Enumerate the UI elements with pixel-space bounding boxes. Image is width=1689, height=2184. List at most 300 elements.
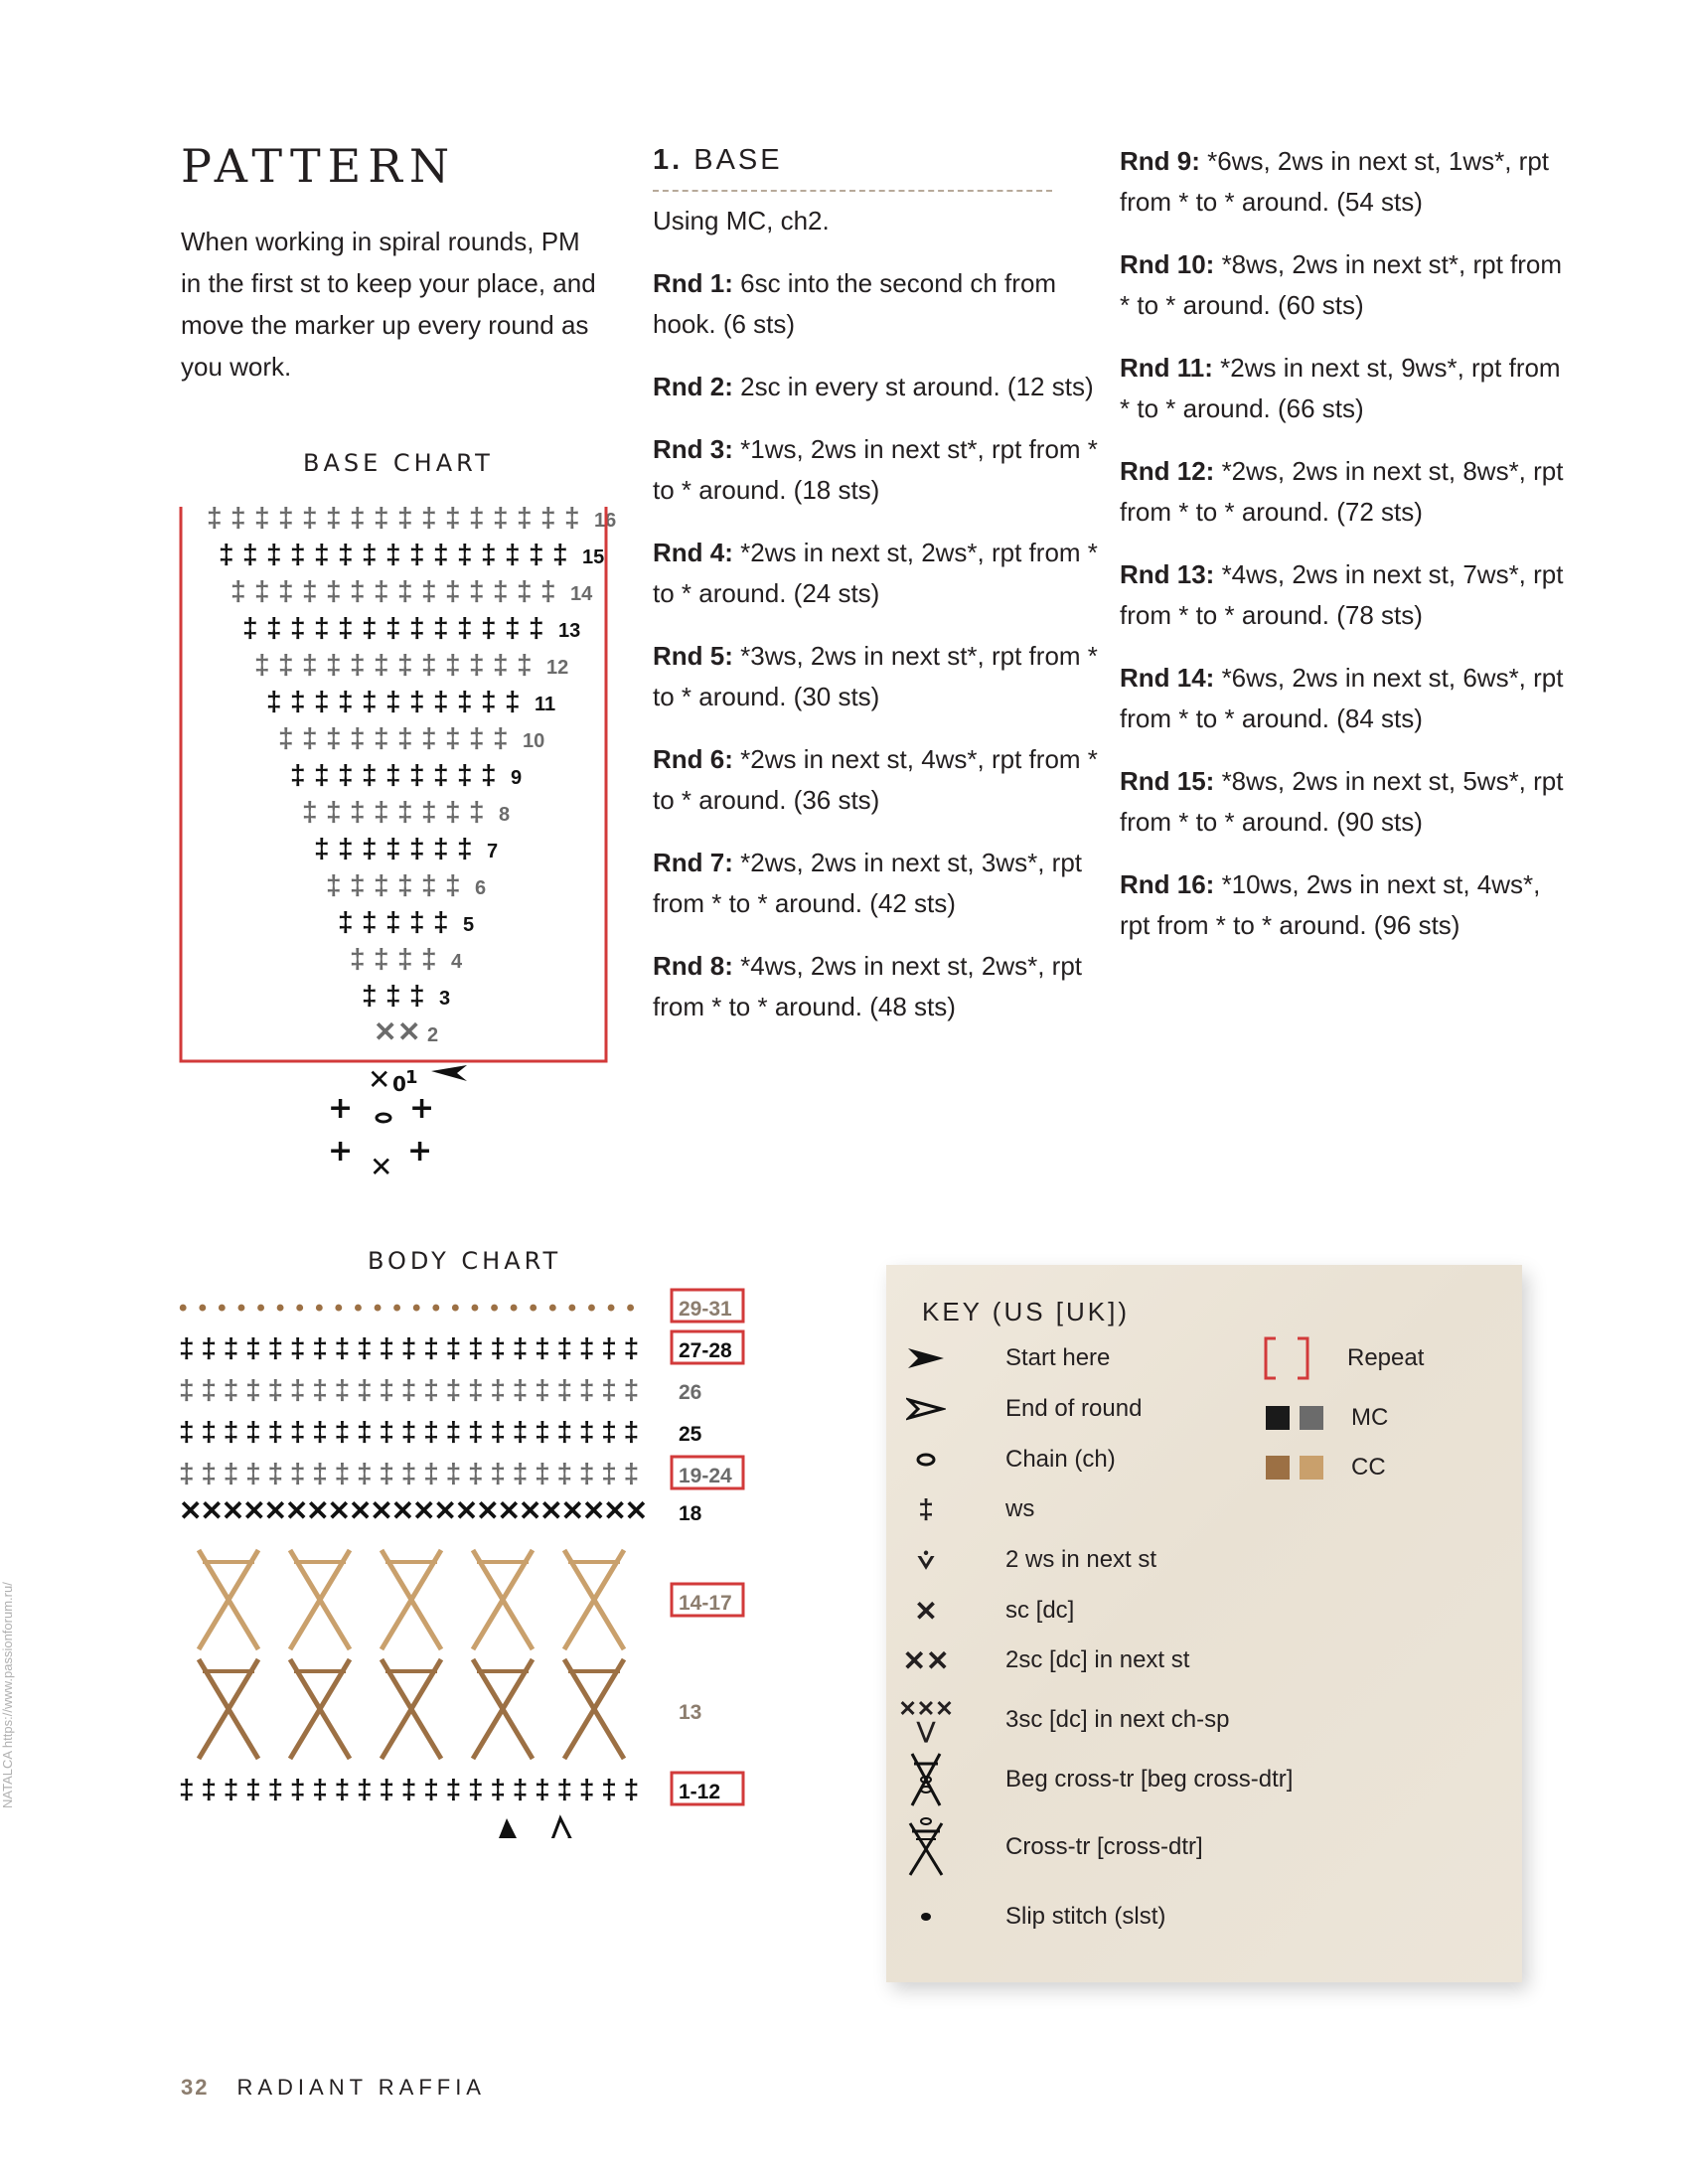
ws-stitch: ‡ <box>493 722 509 753</box>
ws-stitch: ‡ <box>278 575 294 606</box>
ws-stitch: ‡ <box>469 575 485 606</box>
ws-stitch: ‡ <box>556 1774 573 1804</box>
ws-stitch: ‡ <box>379 1774 395 1804</box>
key-label: Beg cross-tr [beg cross-dtr] <box>1005 1766 1294 1793</box>
sc-stitch: ✕ <box>263 1495 287 1526</box>
round-instruction <box>1120 658 1567 739</box>
round-instruction <box>1120 864 1567 946</box>
sc-stitch: ✕ <box>560 1495 585 1526</box>
row-label: 14-17 <box>679 1592 732 1615</box>
key-title: KEY (US [UK]) <box>922 1297 1131 1326</box>
ws-stitch: ‡ <box>433 759 449 790</box>
key-end-of-round <box>886 1389 1142 1429</box>
round-label: Rnd 9: <box>1120 146 1200 176</box>
key-label: 3sc [dc] in next ch-sp <box>1005 1706 1230 1733</box>
ws-stitch: ‡ <box>423 1774 439 1804</box>
round-text: *2ws in next st, 2ws*, rpt from * to * around. (24 sts) <box>653 538 1098 608</box>
ws-stitch: ‡ <box>379 1416 395 1447</box>
ws-stitch: ‡ <box>385 833 401 863</box>
key-label: Cross-tr [cross-dtr] <box>1005 1833 1203 1860</box>
key-label: End of round <box>1005 1395 1143 1422</box>
key-box <box>886 1265 1522 1982</box>
round-text: *3ws, 2ws in next st*, rpt from * to * around. (30 sts) <box>653 641 1098 711</box>
ws-stitch: ‡ <box>556 1458 573 1488</box>
ws-stitch: ‡ <box>493 502 509 533</box>
sc-stitch: ✕ <box>390 1495 415 1526</box>
ws-stitch: ‡ <box>400 1774 417 1804</box>
round-label: Rnd 2: <box>653 372 733 401</box>
round-text: *2ws in next st, 4ws*, rpt from * to * around. (36 sts) <box>653 744 1098 815</box>
sc-icon: ✕ <box>914 1595 938 1627</box>
key-ws <box>886 1489 1034 1529</box>
ws-stitch: ‡ <box>179 1416 195 1447</box>
ws-stitch: ‡ <box>512 1458 529 1488</box>
key-mc <box>1262 1398 1388 1438</box>
round-label-9: 9 <box>511 767 523 789</box>
mc-dark-swatch <box>1266 1406 1290 1430</box>
slst-stitch: • <box>198 1295 207 1322</box>
ws-stitch: ‡ <box>457 612 473 643</box>
three-sc-icon: ✕✕✕ ⋁ <box>898 1696 954 1743</box>
ws-stitch: ‡ <box>223 1774 239 1804</box>
ws-stitch: ‡ <box>362 980 378 1011</box>
ws-stitch: ‡ <box>242 612 258 643</box>
ws-stitch: ‡ <box>397 575 413 606</box>
ws-stitch: ‡ <box>302 722 318 753</box>
body-chart-title: BODY CHART <box>368 1247 562 1275</box>
ws-stitch: ‡ <box>445 649 461 680</box>
sc-stitch: ✕ <box>397 1016 421 1047</box>
ws-stitch: ‡ <box>490 1416 506 1447</box>
ws-stitch: ‡ <box>290 539 306 569</box>
round-text: *8ws, 2ws in next st, 5ws*, rpt from * to * around. (90 sts) <box>1120 766 1564 837</box>
ws-stitch: ‡ <box>397 943 413 974</box>
ws-stitch: ‡ <box>517 649 533 680</box>
ws-stitch: ‡ <box>314 539 330 569</box>
start-here-icon <box>431 1065 467 1081</box>
ws-stitch: ‡ <box>266 686 282 716</box>
round-label-15: 15 <box>582 546 605 568</box>
sc-stitch: ✕ <box>374 1016 397 1047</box>
sc-stitch: ✕ <box>327 1495 352 1526</box>
ws-stitch: ‡ <box>338 612 354 643</box>
ws-stitch: ‡ <box>397 649 413 680</box>
slst-stitch: • <box>490 1295 499 1322</box>
book-title: RADIANT RAFFIA <box>236 2075 486 2100</box>
round-instruction <box>653 429 1100 511</box>
ws-stitch: ‡ <box>409 980 425 1011</box>
slst-stitch: • <box>256 1295 265 1322</box>
round-label-4: 4 <box>451 951 463 973</box>
intro-text: When working in spiral rounds, PM in the first st to keep your place, and move the marker up every round as you work. <box>181 227 596 382</box>
sc-stitch: ✕ <box>306 1495 330 1526</box>
cc-dark-swatch <box>1266 1456 1290 1480</box>
round-text: *4ws, 2ws in next st, 2ws*, rpt from * to * around. (48 sts) <box>653 951 1083 1021</box>
ws-stitch: ‡ <box>223 1374 239 1405</box>
ws-stitch: ‡ <box>314 612 330 643</box>
ws-stitch: ‡ <box>421 502 437 533</box>
ws-stitch: ‡ <box>254 502 270 533</box>
ws-stitch: ‡ <box>397 796 413 827</box>
ws-stitch: ‡ <box>445 869 461 900</box>
ws-stitch: ‡ <box>409 539 425 569</box>
round-label: Rnd 8: <box>653 951 733 981</box>
round-instruction <box>653 533 1100 614</box>
round-text: 6sc into the second ch from hook. (6 sts) <box>653 268 1057 339</box>
key-2sc <box>886 1640 1189 1680</box>
center-zero: 0 <box>392 1072 406 1096</box>
ws-stitch: ‡ <box>505 539 521 569</box>
ws-stitch: ‡ <box>338 539 354 569</box>
center-sc: ✕ <box>368 1063 391 1096</box>
ws-stitch: ‡ <box>334 1332 351 1363</box>
ws-stitch: ‡ <box>552 539 568 569</box>
ws-stitch: ‡ <box>535 1416 550 1447</box>
ws-stitch: ‡ <box>357 1416 373 1447</box>
sc-stitch: ✕ <box>370 1495 393 1526</box>
ws-stitch: ‡ <box>445 1458 462 1488</box>
sc-stitch: ✕ <box>539 1495 563 1526</box>
repeat-bracket-icon <box>1262 1336 1311 1380</box>
ws-stitch: ‡ <box>481 759 497 790</box>
round-text: *2ws, 2ws in next st, 8ws*, rpt from * to * around. (72 sts) <box>1120 456 1564 527</box>
ws-stitch: ‡ <box>469 649 485 680</box>
ws-stitch: ‡ <box>266 612 282 643</box>
slst-stitch: • <box>392 1295 401 1322</box>
ws-stitch: ‡ <box>400 1458 417 1488</box>
section-name: BASE <box>693 144 783 176</box>
slst-stitch: • <box>431 1295 440 1322</box>
ws-stitch: ‡ <box>540 502 556 533</box>
ws-stitch: ‡ <box>245 1458 261 1488</box>
round-instruction <box>653 739 1100 821</box>
ws-stitch: ‡ <box>409 833 425 863</box>
sc-stitch: ✕ <box>454 1495 479 1526</box>
ws-stitch: ‡ <box>350 869 366 900</box>
ws-stitch: ‡ <box>490 1458 506 1488</box>
ws-stitch: ‡ <box>302 575 318 606</box>
ws-stitch: ‡ <box>556 1416 573 1447</box>
ws-stitch: ‡ <box>326 869 342 900</box>
round-instruction <box>1120 451 1567 533</box>
ws-stitch: ‡ <box>423 1374 439 1405</box>
chain-icon <box>911 1450 941 1470</box>
page-footer <box>181 2075 486 2101</box>
page-title: PATTERN <box>181 139 457 193</box>
ws-stitch: ‡ <box>326 502 342 533</box>
ws-stitch: ‡ <box>421 649 437 680</box>
ws-stitch: ‡ <box>445 1332 462 1363</box>
ws-stitch: ‡ <box>433 906 449 937</box>
round-text: *2ws, 2ws in next st, 3ws*, rpt from * to * around. (42 sts) <box>653 848 1083 918</box>
round-label-12: 12 <box>546 657 569 679</box>
watermark: NATALCA https://www.passionforum.ru/ <box>0 1582 15 1808</box>
ws-stitch: ‡ <box>623 1416 640 1447</box>
slst-stitch: • <box>275 1295 285 1322</box>
base-chart-stitches <box>207 502 616 1047</box>
ws-stitch: ‡ <box>445 575 461 606</box>
round-label: Rnd 1: <box>653 268 733 298</box>
round-label-8: 8 <box>499 804 511 826</box>
round-label-14: 14 <box>570 583 593 605</box>
ws-stitch: ‡ <box>201 1416 217 1447</box>
key-label: MC <box>1351 1404 1389 1431</box>
ws-stitch: ‡ <box>601 1458 617 1488</box>
ws-stitch: ‡ <box>338 686 354 716</box>
two-ws-icon: ⩒ <box>917 1543 935 1575</box>
round-text: *4ws, 2ws in next st, 7ws*, rpt from * to * around. (78 sts) <box>1120 559 1564 630</box>
ws-stitch: ‡ <box>312 1332 328 1363</box>
ws-stitch: ‡ <box>334 1774 351 1804</box>
slst-stitch: • <box>295 1295 304 1322</box>
ws-stitch: ‡ <box>362 759 378 790</box>
ws-stitch: ‡ <box>467 1416 484 1447</box>
slst-stitch: • <box>548 1295 557 1322</box>
ws-stitch: ‡ <box>481 539 497 569</box>
ws-stitch: ‡ <box>400 1416 417 1447</box>
round-label-13: 13 <box>558 620 581 642</box>
slst-stitch: • <box>509 1295 519 1322</box>
row-label: 25 <box>679 1423 702 1446</box>
row-label: 13 <box>679 1701 702 1724</box>
mc-light-swatch <box>1300 1406 1323 1430</box>
ws-stitch: ‡ <box>289 1458 306 1488</box>
ws-stitch: ‡ <box>245 1332 261 1363</box>
sc-stitch: ✕ <box>200 1495 224 1526</box>
section-number: 1. <box>653 144 684 176</box>
cross-tr-icon <box>904 1817 948 1877</box>
ws-stitch: ‡ <box>374 869 389 900</box>
round-instruction <box>1120 141 1567 223</box>
ws-stitch: ‡ <box>207 502 223 533</box>
slst-stitch: • <box>354 1295 363 1322</box>
ws-stitch: ‡ <box>517 575 533 606</box>
ws-stitch: ‡ <box>433 686 449 716</box>
slst-stitch: • <box>587 1295 596 1322</box>
ws-stitch: ‡ <box>469 502 485 533</box>
ws-stitch: ‡ <box>512 1416 529 1447</box>
round-instruction <box>1120 761 1567 843</box>
ws-stitch: ‡ <box>457 539 473 569</box>
round-instruction <box>653 367 1100 407</box>
ws-stitch: ‡ <box>445 1416 462 1447</box>
ws-stitch: ‡ <box>267 1374 284 1405</box>
ws-stitch: ‡ <box>409 612 425 643</box>
round-instruction <box>653 263 1100 345</box>
ws-stitch: ‡ <box>278 502 294 533</box>
ws-stitch: ‡ <box>445 1374 462 1405</box>
key-3sc <box>886 1696 1230 1743</box>
ws-icon: ‡ <box>918 1493 934 1524</box>
ws-stitch: ‡ <box>490 1374 506 1405</box>
round-label: Rnd 4: <box>653 538 733 567</box>
ws-stitch: ‡ <box>357 1774 373 1804</box>
ws-stitch: ‡ <box>467 1774 484 1804</box>
ws-stitch: ‡ <box>623 1374 640 1405</box>
sc-stitch: ✕ <box>476 1495 500 1526</box>
start-here-icon <box>499 1818 523 1838</box>
ws-stitch: ‡ <box>578 1458 595 1488</box>
round-label: Rnd 11: <box>1120 353 1213 383</box>
base-chart <box>169 497 636 1192</box>
round-label-2: 2 <box>427 1024 439 1046</box>
ws-stitch: ‡ <box>230 502 246 533</box>
ws-stitch: ‡ <box>385 906 401 937</box>
round-instruction <box>653 946 1100 1027</box>
ws-stitch: ‡ <box>469 722 485 753</box>
ws-stitch: ‡ <box>338 906 354 937</box>
ws-stitch: ‡ <box>421 796 437 827</box>
round-text: *1ws, 2ws in next st*, rpt from * to * around. (18 sts) <box>653 434 1098 505</box>
instructions-col-1 <box>653 201 1100 1049</box>
ws-stitch: ‡ <box>467 1374 484 1405</box>
ws-stitch: ‡ <box>254 575 270 606</box>
row-label: 1-12 <box>679 1781 721 1803</box>
ws-stitch: ‡ <box>623 1774 640 1804</box>
ws-stitch: ‡ <box>302 796 318 827</box>
ws-stitch: ‡ <box>312 1416 328 1447</box>
base-sc-5: ✕ <box>370 1151 393 1183</box>
ws-stitch: ‡ <box>535 1332 550 1363</box>
base-chain <box>377 1114 390 1122</box>
ws-stitch: ‡ <box>512 1374 529 1405</box>
ws-stitch: ‡ <box>302 502 318 533</box>
ws-stitch: ‡ <box>374 943 389 974</box>
ws-stitch: ‡ <box>535 1774 550 1804</box>
round-label-11: 11 <box>535 694 556 715</box>
ws-stitch: ‡ <box>529 612 544 643</box>
sc-stitch: ✕ <box>497 1495 521 1526</box>
instructions-col-2 <box>1120 141 1567 968</box>
cc-light-swatch <box>1300 1456 1323 1480</box>
key-chain <box>886 1440 1116 1480</box>
ws-stitch: ‡ <box>254 649 270 680</box>
round-instruction <box>653 636 1100 717</box>
slst-stitch: • <box>179 1295 188 1322</box>
ws-stitch: ‡ <box>334 1458 351 1488</box>
ws-stitch: ‡ <box>289 1332 306 1363</box>
ws-stitch: ‡ <box>481 686 497 716</box>
section-title <box>653 144 783 177</box>
ws-stitch: ‡ <box>397 722 413 753</box>
ws-stitch: ‡ <box>490 1774 506 1804</box>
key-cc <box>1262 1448 1386 1487</box>
ws-stitch: ‡ <box>379 1332 395 1363</box>
row-label: 19-24 <box>679 1465 732 1487</box>
round-text: 2sc in every st around. (12 sts) <box>732 372 1094 401</box>
sc-stitch: ✕ <box>518 1495 542 1526</box>
ws-stitch: ‡ <box>179 1374 195 1405</box>
ws-stitch: ‡ <box>230 575 246 606</box>
body-chart-stitches <box>179 1290 743 1838</box>
ws-stitch: ‡ <box>326 722 342 753</box>
round-instruction <box>1120 244 1567 326</box>
sc-stitch: ✕ <box>348 1495 373 1526</box>
round-instruction <box>1120 554 1567 636</box>
ws-stitch: ‡ <box>535 1374 550 1405</box>
ws-stitch: ‡ <box>457 686 473 716</box>
ws-stitch: ‡ <box>223 1416 239 1447</box>
ws-stitch: ‡ <box>564 502 580 533</box>
round-text: *2ws in next st, 9ws*, rpt from * to * around. (66 sts) <box>1120 353 1561 423</box>
row-label: 27-28 <box>679 1339 732 1362</box>
round-label-3: 3 <box>439 988 451 1010</box>
slst-stitch: • <box>373 1295 383 1322</box>
round-label: Rnd 10: <box>1120 249 1215 279</box>
ws-stitch: ‡ <box>423 1458 439 1488</box>
round-label-16: 16 <box>594 510 617 532</box>
ws-stitch: ‡ <box>266 539 282 569</box>
base-sc-1: + <box>328 1091 354 1126</box>
ws-stitch: ‡ <box>350 649 366 680</box>
end-of-round-icon <box>548 1818 570 1838</box>
ws-stitch: ‡ <box>245 1374 261 1405</box>
ws-stitch: ‡ <box>578 1374 595 1405</box>
ws-stitch: ‡ <box>179 1458 195 1488</box>
ws-stitch: ‡ <box>290 759 306 790</box>
slst-stitch: • <box>218 1295 227 1322</box>
slst-stitch: • <box>451 1295 460 1322</box>
ws-stitch: ‡ <box>623 1458 640 1488</box>
round-label: Rnd 5: <box>653 641 733 671</box>
slst-stitch: • <box>567 1295 577 1322</box>
ws-stitch: ‡ <box>512 1332 529 1363</box>
sc-stitch: ✕ <box>603 1495 627 1526</box>
ws-stitch: ‡ <box>350 943 366 974</box>
ws-stitch: ‡ <box>350 575 366 606</box>
round-label: Rnd 13: <box>1120 559 1215 589</box>
ws-stitch: ‡ <box>314 833 330 863</box>
ws-stitch: ‡ <box>290 612 306 643</box>
ws-stitch: ‡ <box>493 575 509 606</box>
ws-stitch: ‡ <box>578 1774 595 1804</box>
ws-stitch: ‡ <box>505 686 521 716</box>
slst-stitch: • <box>315 1295 324 1322</box>
page-number: 32 <box>181 2075 210 2100</box>
ws-stitch: ‡ <box>338 759 354 790</box>
sc-stitch: ✕ <box>412 1495 436 1526</box>
round-label: Rnd 14: <box>1120 663 1215 693</box>
slst-stitch: • <box>626 1295 635 1322</box>
dashed-divider <box>653 190 1052 192</box>
two-sc-icon: ✕✕ <box>902 1644 950 1676</box>
key-label: 2sc [dc] in next st <box>1005 1646 1190 1673</box>
slst-stitch: • <box>334 1295 344 1322</box>
row-label: 29-31 <box>679 1298 732 1321</box>
ws-stitch: ‡ <box>314 759 330 790</box>
ws-stitch: ‡ <box>267 1416 284 1447</box>
slst-stitch: • <box>236 1295 246 1322</box>
ws-stitch: ‡ <box>385 612 401 643</box>
ws-stitch: ‡ <box>278 722 294 753</box>
ws-stitch: ‡ <box>421 869 437 900</box>
ws-stitch: ‡ <box>409 686 425 716</box>
key-slip-stitch <box>886 1897 1165 1937</box>
key-label: 2 ws in next st <box>1005 1546 1157 1573</box>
ws-stitch: ‡ <box>409 906 425 937</box>
ws-stitch: ‡ <box>201 1458 217 1488</box>
sc-stitch: ✕ <box>221 1495 245 1526</box>
ws-stitch: ‡ <box>362 539 378 569</box>
key-start-here <box>886 1338 1110 1378</box>
ws-stitch: ‡ <box>423 1416 439 1447</box>
key-label: ws <box>1005 1495 1035 1522</box>
ws-stitch: ‡ <box>601 1332 617 1363</box>
key-beg-cross-tr <box>886 1760 1293 1799</box>
ws-stitch: ‡ <box>469 796 485 827</box>
ws-stitch: ‡ <box>289 1374 306 1405</box>
ws-stitch: ‡ <box>289 1416 306 1447</box>
